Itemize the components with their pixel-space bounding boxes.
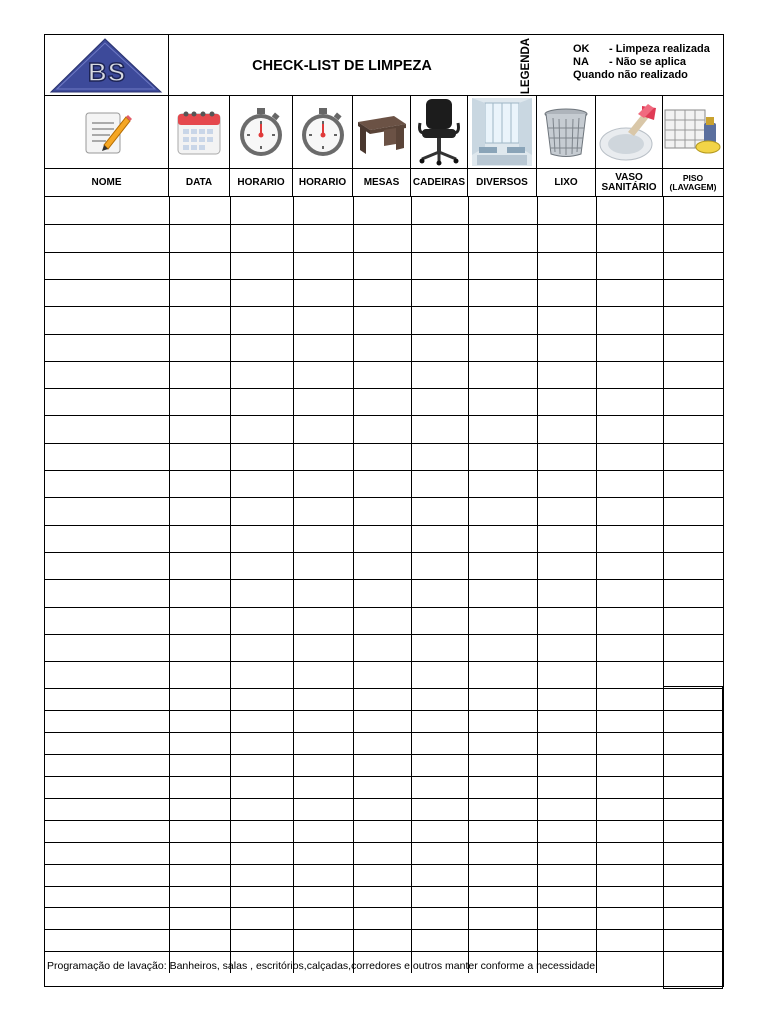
desk-icon bbox=[353, 96, 411, 168]
legend bbox=[573, 43, 710, 82]
row-divider bbox=[45, 842, 723, 843]
row-divider bbox=[45, 732, 723, 733]
row-divider bbox=[45, 776, 723, 777]
row-divider bbox=[45, 864, 723, 865]
column-divider bbox=[353, 197, 354, 973]
page-title: CHECK-LIST DE LIMPEZA bbox=[252, 57, 432, 74]
column-header-horario-2: HORARIO bbox=[293, 169, 353, 196]
row-divider bbox=[45, 415, 723, 416]
trash-bin-icon bbox=[537, 96, 596, 168]
row-divider bbox=[45, 361, 723, 362]
legend-item-na: NA - Não se aplica bbox=[573, 56, 687, 68]
row-divider bbox=[45, 552, 723, 553]
column-header-piso: PISO (LAVAGEM) bbox=[669, 172, 717, 192]
row-divider bbox=[45, 820, 723, 821]
stopwatch-icon bbox=[293, 96, 353, 168]
column-header-vaso-sanitario: VASO SANITÁRIO bbox=[596, 169, 663, 196]
row-divider bbox=[45, 388, 723, 389]
column-divider bbox=[230, 197, 231, 973]
column-divider bbox=[169, 197, 170, 973]
pencil-note-icon bbox=[45, 96, 169, 168]
row-divider bbox=[45, 661, 723, 662]
column-header-diversos: DIVERSOS bbox=[468, 169, 537, 196]
row-divider bbox=[45, 951, 723, 952]
checklist-sheet bbox=[44, 34, 724, 987]
legend-note: Quando não realizado bbox=[573, 69, 688, 81]
column-header-nome: NOME bbox=[45, 169, 169, 196]
stopwatch-icon bbox=[230, 96, 293, 168]
row-divider bbox=[45, 710, 723, 711]
column-header-lixo: LIXO bbox=[537, 169, 596, 196]
row-divider bbox=[45, 497, 723, 498]
column-divider bbox=[468, 197, 469, 973]
checklist-grid bbox=[45, 197, 723, 973]
row-divider bbox=[45, 525, 723, 526]
row-divider bbox=[45, 929, 723, 930]
row-divider bbox=[45, 334, 723, 335]
office-chair-icon bbox=[411, 96, 468, 168]
column-header-data: DATA bbox=[169, 169, 230, 196]
row-divider bbox=[45, 579, 723, 580]
row-divider bbox=[45, 306, 723, 307]
sheet-header bbox=[45, 35, 723, 96]
row-divider bbox=[45, 688, 723, 689]
logo-text: BS bbox=[87, 57, 127, 87]
column-divider bbox=[596, 197, 597, 973]
row-divider bbox=[45, 607, 723, 608]
row-divider bbox=[45, 252, 723, 253]
column-divider bbox=[293, 197, 294, 973]
row-divider bbox=[45, 907, 723, 908]
column-header-mesas: MESAS bbox=[353, 169, 411, 196]
floor-cleaning-icon bbox=[663, 96, 723, 168]
row-divider bbox=[45, 886, 723, 887]
row-divider bbox=[45, 634, 723, 635]
calendar-icon bbox=[169, 96, 230, 168]
bs-logo bbox=[45, 35, 169, 96]
column-header-horario-1: HORARIO bbox=[230, 169, 293, 196]
icon-row bbox=[45, 96, 723, 169]
legend-item-ok: OK - Limpeza realizada bbox=[573, 43, 710, 55]
column-header-cadeiras: CADEIRAS bbox=[411, 169, 468, 196]
column-divider bbox=[411, 197, 412, 973]
row-divider bbox=[45, 443, 723, 444]
logo-cell bbox=[45, 35, 169, 95]
footer-note: Programação de lavação: Banheiros, salas , escritórios,calçadas,corredores e outros manter conforme a necessidade bbox=[47, 960, 596, 972]
row-divider bbox=[45, 754, 723, 755]
toilet-cleaning-icon bbox=[596, 96, 663, 168]
row-divider bbox=[45, 279, 723, 280]
row-divider bbox=[45, 798, 723, 799]
piso-column-box bbox=[663, 686, 723, 989]
row-divider bbox=[45, 470, 723, 471]
column-header-row bbox=[45, 169, 723, 197]
column-divider bbox=[537, 197, 538, 973]
row-divider bbox=[45, 224, 723, 225]
legend-title: LEGENDA bbox=[520, 37, 533, 94]
office-room-icon bbox=[468, 96, 537, 168]
